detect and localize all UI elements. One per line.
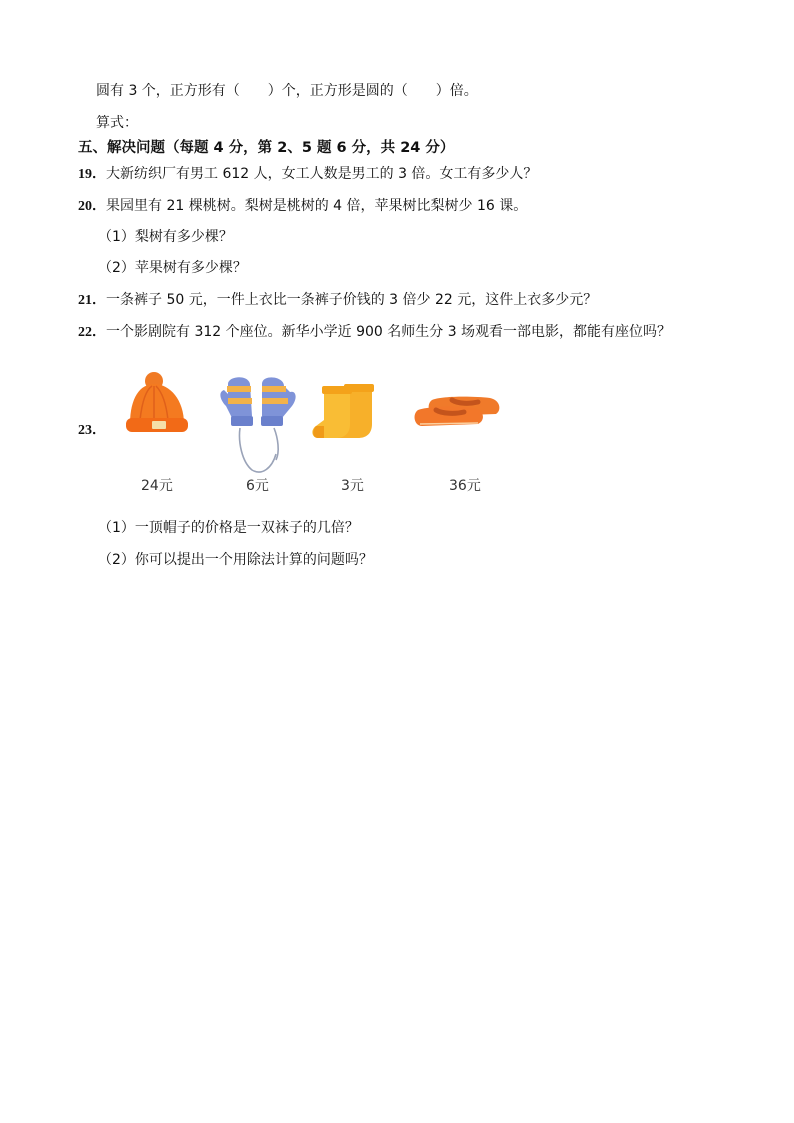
question-21 — [78, 290, 597, 311]
section-heading-5: 五、解决问题（每题 4 分，第 2、5 题 6 分，共 24 分） — [78, 140, 455, 156]
question-text: 一个影剧院有 312 个座位。新华小学近 900 名师生分 3 场观看一部电影，都能有座位吗？ — [106, 324, 672, 340]
gloves-price: 6元 — [246, 478, 269, 494]
question-number: 23． — [78, 423, 106, 438]
mittens-image — [212, 372, 302, 476]
text-line-formula: 算式： — [96, 115, 138, 131]
socks-price: 3元 — [341, 478, 364, 494]
text-line-circles-squares: 圆有 3 个，正方形有（ ）个，正方形是圆的（ ）倍。 — [96, 83, 478, 99]
question-text: 大新纺织厂有男工 612 人，女工人数是男工的 3 倍。女工有多少人？ — [106, 166, 538, 182]
question-20-part-1: （1）梨树有多少棵？ — [98, 229, 233, 245]
question-22 — [78, 322, 671, 343]
hat-price: 24元 — [141, 478, 173, 494]
question-20 — [78, 196, 527, 217]
question-number: 22． — [78, 325, 106, 340]
question-text: 一条裤子 50 元，一件上衣比一条裤子价钱的 3 倍少 22 元，这件上衣多少元？ — [106, 292, 598, 308]
question-number: 21． — [78, 293, 106, 308]
question-23 — [78, 420, 106, 441]
question-number: 19． — [78, 167, 106, 182]
question-23-part-1: （1）一顶帽子的价格是一双袜子的几倍？ — [98, 520, 359, 536]
knit-hat-image — [120, 370, 192, 438]
question-text: 果园里有 21 棵桃树。梨树是桃树的 4 倍，苹果树比梨树少 16 课。 — [106, 198, 528, 214]
shoes-price: 36元 — [449, 478, 481, 494]
question-number: 20． — [78, 199, 106, 214]
shoes-image — [412, 394, 504, 434]
question-19 — [78, 164, 537, 185]
socks-image — [310, 380, 384, 442]
question-20-part-2: （2）苹果树有多少棵？ — [98, 260, 247, 276]
question-23-part-2: （2）你可以提出一个用除法计算的问题吗？ — [98, 552, 373, 568]
